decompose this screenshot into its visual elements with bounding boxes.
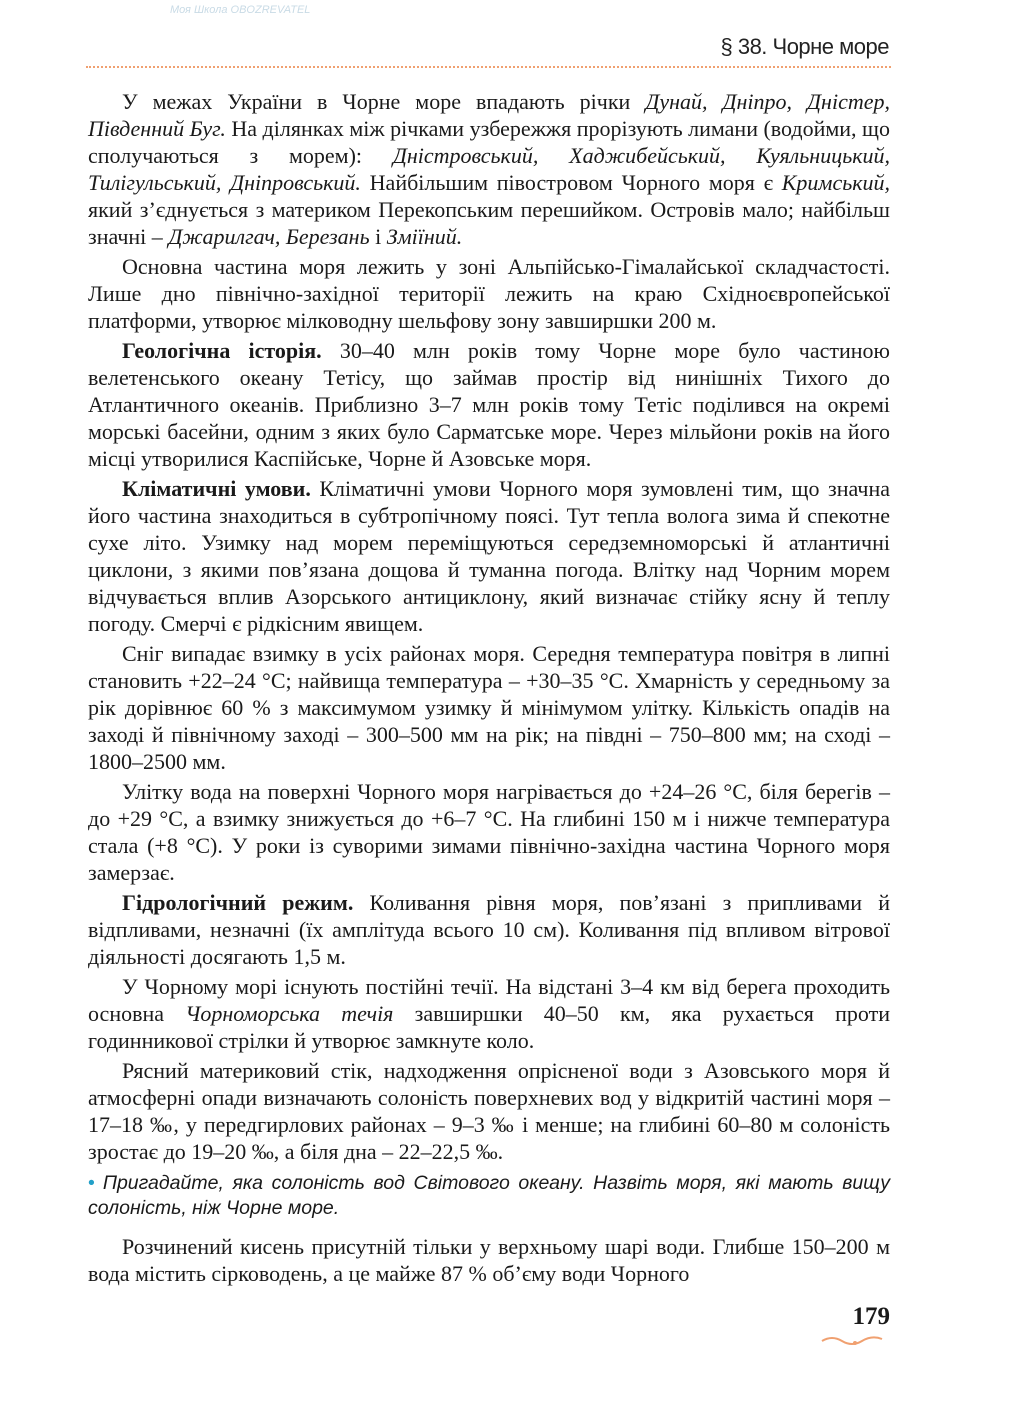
subheading: Геологічна історія. [122,338,322,363]
text-segment: У межах України в Чорне море впадають річки [122,89,646,114]
section-title: § 38. Чорне море [720,34,889,59]
italic-term: Кримський, [781,170,891,195]
paragraph [88,889,890,970]
page-number: 179 [852,1303,890,1330]
text-segment: Пригадайте, яка солоність вод Світового океану. Назвіть моря, які мають вищу солоність, ніж Чорне море. [88,1172,890,1219]
paragraph [88,973,890,1054]
page-body [88,88,890,1347]
text-segment: 30–40 млн років тому Чорне море було частиною велетенського океану Тетісу, що займав простір від нинішніх Тихого до Атлантичного океанів. Приблизно 3–7 млн років тому Тетіс поділився на окремі морські басейни, одним з яких було Сарматське море. Через мільйони років на його місці утворилися Каспійське, Чорне й Азовське моря. [88,338,890,471]
page-footer [88,1303,890,1347]
text-segment: завширшки 40–50 км, яка рухається проти годинникової стрілки й утворює замкнуте коло. [88,1001,890,1053]
paragraph [88,253,890,334]
italic-term: Дунай, Дніпро, Дністер, Південний Буг. [88,89,890,141]
paragraph [88,337,890,472]
text-segment: У Чорному морі існують постійні течії. На відстані 3–4 км від берега проходить основна [88,974,890,1026]
paragraphs [88,88,890,1287]
text-segment: Сніг випадає взимку в усіх районах моря. Середня температура повітря в липні становить +22–24 °С; найвища температура – +30–35 °С. Хмарність у середньому за рік дорівнює 60 % з максимумом узимку й мінімумом улітку. Кількість опадів на заході й північному заході – 300–500 мм на рік; на півдні – 750–800 мм; на сході – 1800–2500 мм. [88,641,890,774]
text-segment: Кліматичні умови Чорного моря зумовлені тим, що значна його частина знаходиться в субтропічному поясі. Тут тепла волога зима й спекотне сухе літо. Узимку над морем переміщуються середземноморські й атлантичні циклони, з якими пов’язана дощова й туманна погода. Влітку над Чорним морем відчувається вплив Азорського антициклону, який визначає стійку ясну й теплу погоду. Смерчі є рідкісним явищем. [88,476,890,636]
italic-term: Зміїний. [386,224,463,249]
italic-term: Джарилгач, Березань [168,224,370,249]
text-segment: Рясний материковий стік, надходження опрісненої води з Азовського моря й атмосферні опади визначають солоність поверхневих вод у відкритій частині моря – 17–18 ‰, у передгирлових районах – 9–3 ‰ і менше; на глибині 60–80 м солоність зростає до 19–20 ‰, а біля дна – 22–22,5 ‰. [88,1058,890,1164]
text-segment: На ділянках між річками узбережжя прорізують лимани (водойми, що сполучаються з морем): [88,116,890,168]
header-divider [86,66,891,68]
paragraph [88,88,890,250]
text-segment: Улітку вода на поверхні Чорного моря нагрівається до +24–26 °С, біля берегів – до +29 °С, а взимку знижується до +6–7 °С. На глибині 150 м і нижче температура стала (+8 °С). У роки із суворими зимами північно-західна частина Чорного моря замерзає. [88,779,890,885]
italic-term: Чорноморська течія [185,1001,394,1026]
watermark: Моя Школа OBOZREVATEL [170,4,311,16]
subheading: Кліматичні умови. [122,476,311,501]
text-segment: і [369,224,387,249]
text-segment: Розчинений кисень присутній тільки у верхньому шарі води. Глибше 150–200 м вода містить сірководень, а це майже 87 % об’єму води Чорного [88,1234,890,1286]
paragraph [88,1057,890,1165]
text-segment: Основна частина моря лежить у зоні Альпійсько-Гімалайської складчастості. Лише дно північно-західної території лежить на краю Східноєвропейської платформи, утворює мілководну шельфову зону завширшки 200 м. [88,254,890,333]
bullet-icon: • [88,1172,95,1194]
text-segment: Найбільшим півостровом Чорного моря є [360,170,782,195]
paragraph [88,1233,890,1287]
ornament-icon [820,1333,890,1347]
question-prompt [88,1171,890,1221]
paragraph [88,475,890,637]
subheading: Гідрологічний режим. [122,890,354,915]
text-segment: який з’єднується з материком Перекопським перешийком. Островів мало; найбільш значні – [88,197,890,249]
paragraph [88,778,890,886]
italic-term: Дністровський, Хаджибейський, Куяльницький, Тилігульський, Дніпровський. [88,143,890,195]
text-segment: Коливання рівня моря, пов’язані з припливами й відпливами, незначні (їх амплітуда всього 10 см). Коливання під впливом вітрової діяльності досягають 1,5 м. [88,890,890,969]
paragraph [88,640,890,775]
